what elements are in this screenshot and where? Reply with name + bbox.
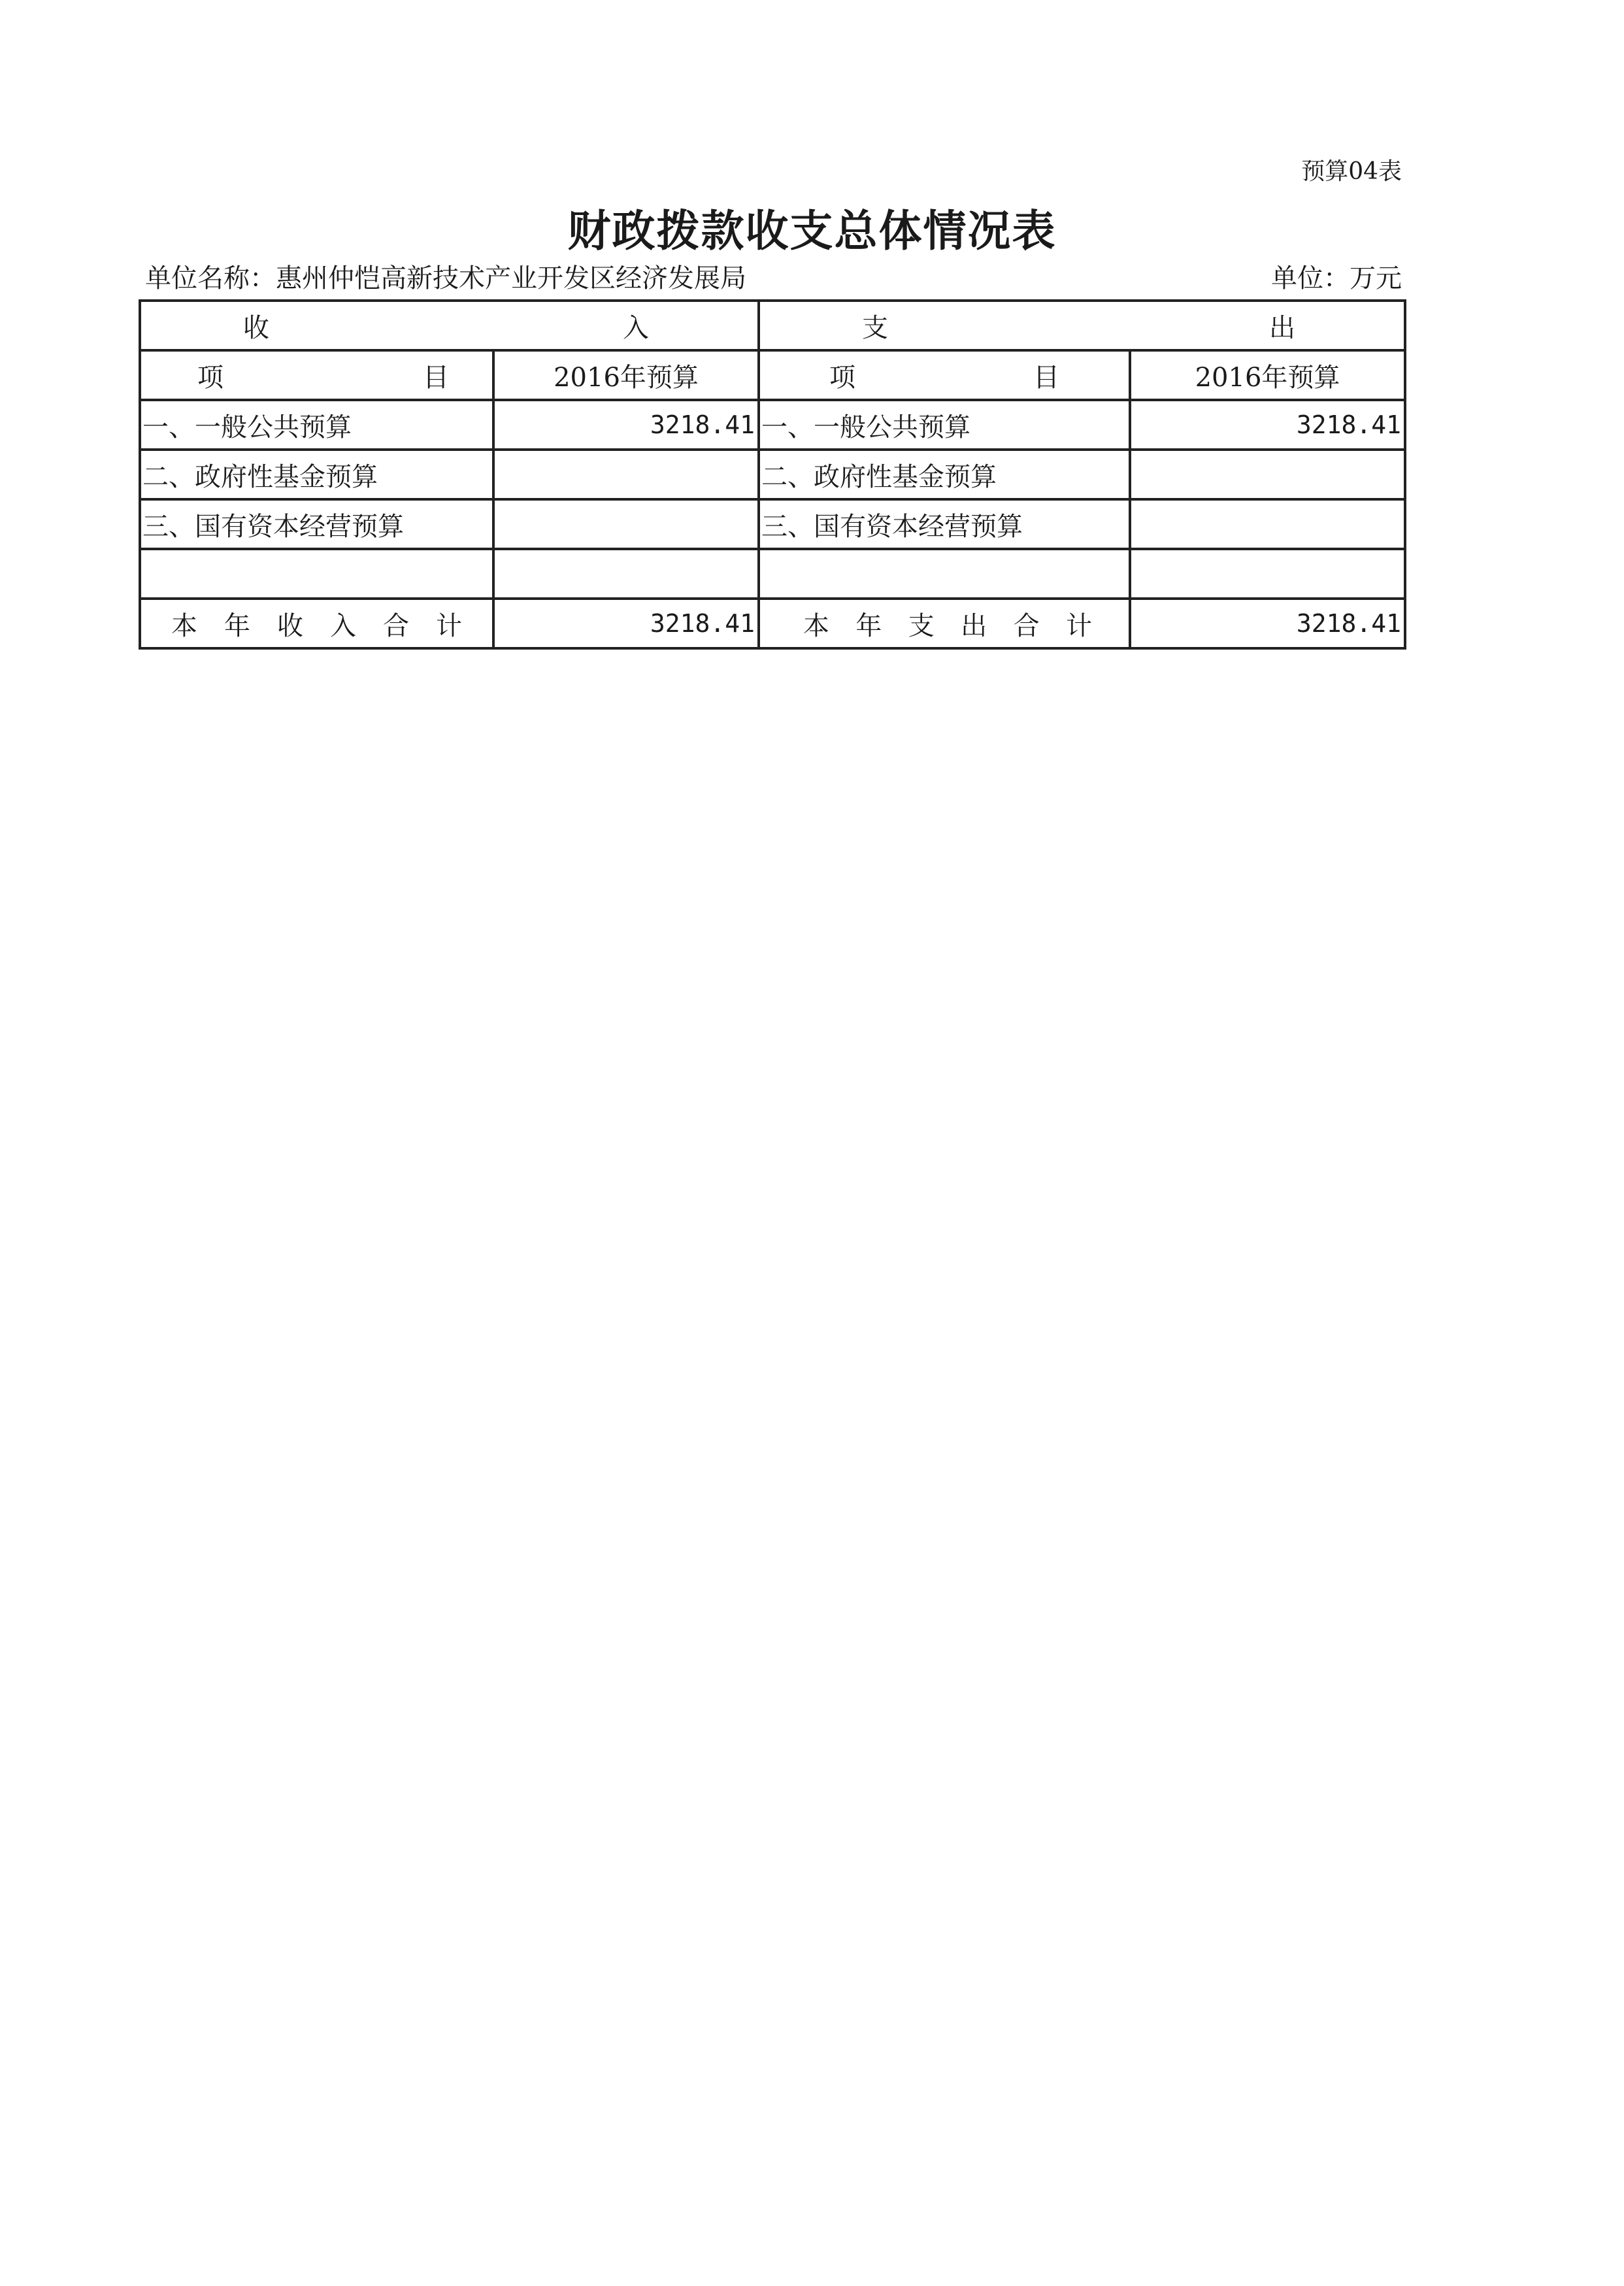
expense-section-header	[759, 301, 1405, 350]
table-row	[140, 450, 1405, 499]
total-row	[140, 599, 1405, 648]
item-header-char: 项	[197, 362, 224, 393]
expense-item: 一、一般公共预算	[759, 400, 1130, 450]
income-header-char: 收	[243, 312, 269, 343]
income-item	[140, 549, 493, 599]
expense-budget-header: 2016年预算	[1130, 350, 1405, 400]
income-value: 3218.41	[493, 400, 759, 450]
expense-item	[759, 549, 1130, 599]
total-char: 支	[908, 610, 935, 641]
expense-item-header	[759, 350, 1130, 400]
unit-of-measure: 单位：万元	[1271, 263, 1402, 293]
income-total-label	[140, 599, 493, 648]
income-value	[493, 549, 759, 599]
total-char: 本	[803, 610, 829, 641]
expense-value	[1130, 450, 1405, 499]
income-value	[493, 450, 759, 499]
table-row	[140, 400, 1405, 450]
total-char: 收	[277, 610, 303, 641]
income-item: 二、政府性基金预算	[140, 450, 493, 499]
total-char: 入	[330, 610, 356, 641]
item-header-char: 目	[423, 362, 449, 393]
total-char: 本	[171, 610, 197, 641]
table-row	[140, 499, 1405, 549]
total-char: 年	[224, 610, 250, 641]
income-item-header	[140, 350, 493, 400]
expense-value	[1130, 549, 1405, 599]
budget-table	[139, 299, 1406, 650]
expense-value: 3218.41	[1130, 400, 1405, 450]
expense-item: 三、国有资本经营预算	[759, 499, 1130, 549]
item-header-char: 目	[1033, 362, 1059, 393]
expense-total-value: 3218.41	[1130, 599, 1405, 648]
total-char: 合	[1013, 610, 1040, 641]
expense-value	[1130, 499, 1405, 549]
form-number: 预算04表	[1301, 158, 1402, 185]
total-char: 合	[383, 610, 409, 641]
column-header-row	[140, 350, 1405, 400]
table-row-empty	[140, 549, 1405, 599]
expense-header-char: 支	[862, 312, 888, 343]
total-char: 出	[961, 610, 987, 641]
income-budget-header: 2016年预算	[493, 350, 759, 400]
expense-item: 二、政府性基金预算	[759, 450, 1130, 499]
section-header-row	[140, 301, 1405, 350]
income-item: 一、一般公共预算	[140, 400, 493, 450]
expense-total-label	[759, 599, 1130, 648]
expense-header-char: 出	[1269, 312, 1295, 343]
income-header-char: 入	[623, 312, 649, 343]
total-char: 计	[1065, 610, 1092, 641]
income-value	[493, 499, 759, 549]
total-char: 年	[855, 610, 882, 641]
income-item: 三、国有资本经营预算	[140, 499, 493, 549]
income-section-header	[140, 301, 759, 350]
page-title: 财政拨款收支总体情况表	[567, 205, 1057, 256]
total-char: 计	[436, 610, 462, 641]
unit-name: 单位名称：惠州仲恺高新技术产业开发区经济发展局	[145, 263, 746, 293]
income-total-value: 3218.41	[493, 599, 759, 648]
item-header-char: 项	[829, 362, 855, 393]
